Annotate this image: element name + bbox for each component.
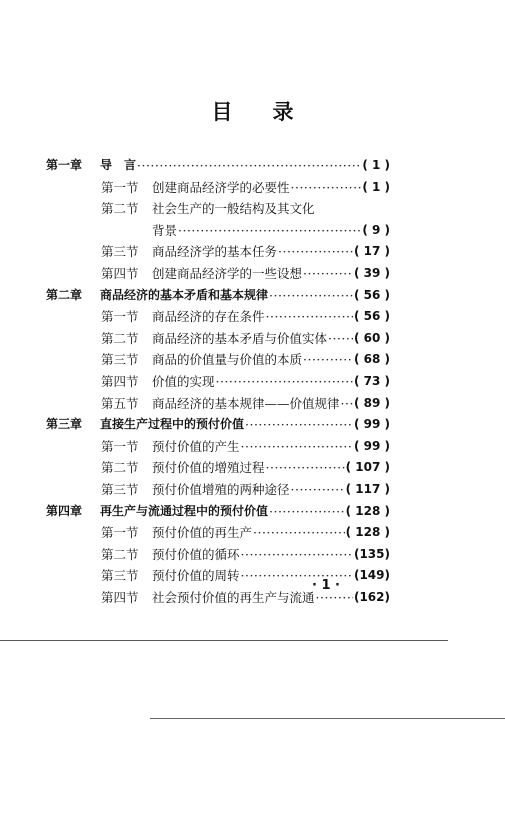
dot-leader: [266, 457, 345, 479]
toc-entry-title: 预付价值的产生: [152, 438, 240, 454]
toc-section-row: [46, 522, 390, 544]
dot-leader: [178, 220, 361, 242]
toc-chapter-row: [46, 414, 390, 436]
toc-chapter-row: [46, 155, 390, 177]
toc-entry-title: 商品经济的基本规律——价值规律: [152, 395, 340, 411]
toc-entry-title: 社会生产的一般结构及其文化: [152, 201, 315, 217]
page-number: · 1 ·: [312, 578, 340, 593]
toc-entry-label: 第二节: [101, 330, 139, 346]
toc-chapter-row: [46, 285, 390, 307]
dot-leader: [328, 328, 353, 350]
toc-entry-title: 导 言: [100, 158, 137, 172]
toc-entry-title: 预付价值的循环: [152, 546, 240, 562]
toc-entry-label: 第三节: [101, 568, 139, 584]
toc-entry-title: 预付价值的再生产: [152, 525, 253, 541]
dot-leader: [303, 263, 353, 285]
toc-entry-title: 背景: [152, 222, 178, 238]
toc-section-row: [46, 479, 390, 501]
toc-entry-title: 创建商品经济学的必要性: [152, 179, 290, 195]
toc-page-number: (149): [353, 568, 390, 583]
toc-section-row: [46, 544, 390, 566]
toc-page-number: ( 56 ): [353, 287, 390, 302]
toc-section-row: [46, 393, 390, 415]
toc-page-number: ( 117 ): [345, 481, 390, 496]
table-of-contents: [46, 155, 390, 608]
toc-section-row: [46, 241, 390, 263]
toc-entry-label: 第二节: [101, 546, 139, 562]
toc-entry-label: 第四章: [46, 503, 83, 518]
toc-entry-label: 第一节: [101, 525, 139, 541]
dot-leader: [216, 371, 353, 393]
toc-section-row: [46, 177, 390, 199]
toc-page-number: ( 107 ): [345, 460, 390, 475]
dot-leader: [303, 349, 353, 371]
toc-chapter-row: [46, 501, 390, 523]
toc-section-row: [46, 349, 390, 371]
scan-rule-top: [0, 640, 448, 641]
toc-entry-label: 第一节: [101, 438, 139, 454]
dot-leader: [269, 285, 353, 307]
toc-page-number: ( 128 ): [345, 525, 390, 540]
dot-leader: [241, 436, 353, 458]
toc-page-number: ( 99 ): [353, 438, 390, 453]
toc-entry-title: 预付价值的增殖过程: [152, 460, 265, 476]
toc-page-number: ( 89 ): [353, 395, 390, 410]
toc-entry-label: 第三节: [101, 352, 139, 368]
toc-entry-title: 再生产与流通过程中的预付价值: [100, 503, 269, 518]
toc-entry-label: 第四节: [101, 373, 139, 389]
dot-leader: [137, 155, 361, 177]
toc-page-number: ( 56 ): [353, 309, 390, 324]
toc-page-number: (135): [353, 546, 390, 561]
dot-leader: [269, 501, 345, 523]
dot-leader: [341, 393, 353, 415]
toc-page-number: ( 9 ): [362, 222, 390, 237]
toc-entry-label: 第三章: [46, 417, 83, 432]
toc-entry-title: 直接生产过程中的预付价值: [100, 417, 245, 432]
dot-leader: [278, 241, 353, 263]
dot-leader: [291, 479, 345, 501]
toc-entry-label: 第二节: [101, 201, 139, 217]
toc-entry-label: 第一节: [101, 179, 139, 195]
toc-entry-title: 商品经济学的基本任务: [152, 244, 278, 260]
toc-entry-title: 预付价值的周转: [152, 568, 240, 584]
toc-entry-title: 商品经济的基本矛盾与价值实体: [152, 330, 328, 346]
dot-leader: [253, 522, 345, 544]
toc-page-number: ( 128 ): [345, 503, 390, 518]
toc-page-number: ( 73 ): [353, 373, 390, 388]
dot-leader: [241, 544, 353, 566]
toc-section-row: [46, 263, 390, 285]
toc-page-number: ( 17 ): [353, 244, 390, 259]
toc-entry-label: 第一章: [46, 158, 83, 172]
toc-page-number: ( 60 ): [353, 330, 390, 345]
toc-page-number: (162): [353, 589, 390, 604]
dot-leader: [245, 414, 353, 436]
toc-entry-title: 预付价值增殖的两种途径: [152, 481, 290, 497]
toc-page-number: ( 1 ): [362, 179, 390, 194]
toc-entry-label: 第五节: [101, 395, 139, 411]
toc-page-number: ( 39 ): [353, 265, 390, 280]
toc-entry-label: 第四节: [101, 589, 139, 605]
toc-entry-title: 商品经济的存在条件: [152, 309, 265, 325]
toc-section-row: [46, 371, 390, 393]
page-title: [0, 96, 505, 126]
toc-page-number: ( 68 ): [353, 352, 390, 367]
toc-continuation-row: [46, 220, 390, 242]
toc-entry-title: 商品经济的基本矛盾和基本规律: [100, 287, 269, 302]
title-char-1: 目: [211, 100, 233, 124]
toc-entry-label: 第三节: [101, 481, 139, 497]
toc-entry-label: 第一节: [101, 309, 139, 325]
toc-section-row: [46, 457, 390, 479]
toc-entry-label: 第二节: [101, 460, 139, 476]
toc-entry-label: 第二章: [46, 287, 83, 302]
toc-entry-title: 商品的价值量与价值的本质: [152, 352, 303, 368]
toc-section-row: [46, 436, 390, 458]
dot-leader: [291, 177, 362, 199]
scan-rule-bottom: [150, 718, 505, 719]
toc-entry-title: 社会预付价值的再生产与流通: [152, 589, 315, 605]
toc-entry-label: 第四节: [101, 265, 139, 281]
toc-entry-label: 第三节: [101, 244, 139, 260]
toc-entry-title: 创建商品经济学的一些设想: [152, 265, 303, 281]
toc-section-row: [46, 306, 390, 328]
toc-page-number: ( 99 ): [353, 417, 390, 432]
toc-section-row: [46, 328, 390, 350]
toc-entry-title: 价值的实现: [152, 373, 215, 389]
title-char-2: 录: [272, 100, 294, 124]
dot-leader: [266, 306, 353, 328]
toc-page-number: ( 1 ): [362, 158, 390, 172]
toc-section-row: [46, 198, 390, 220]
